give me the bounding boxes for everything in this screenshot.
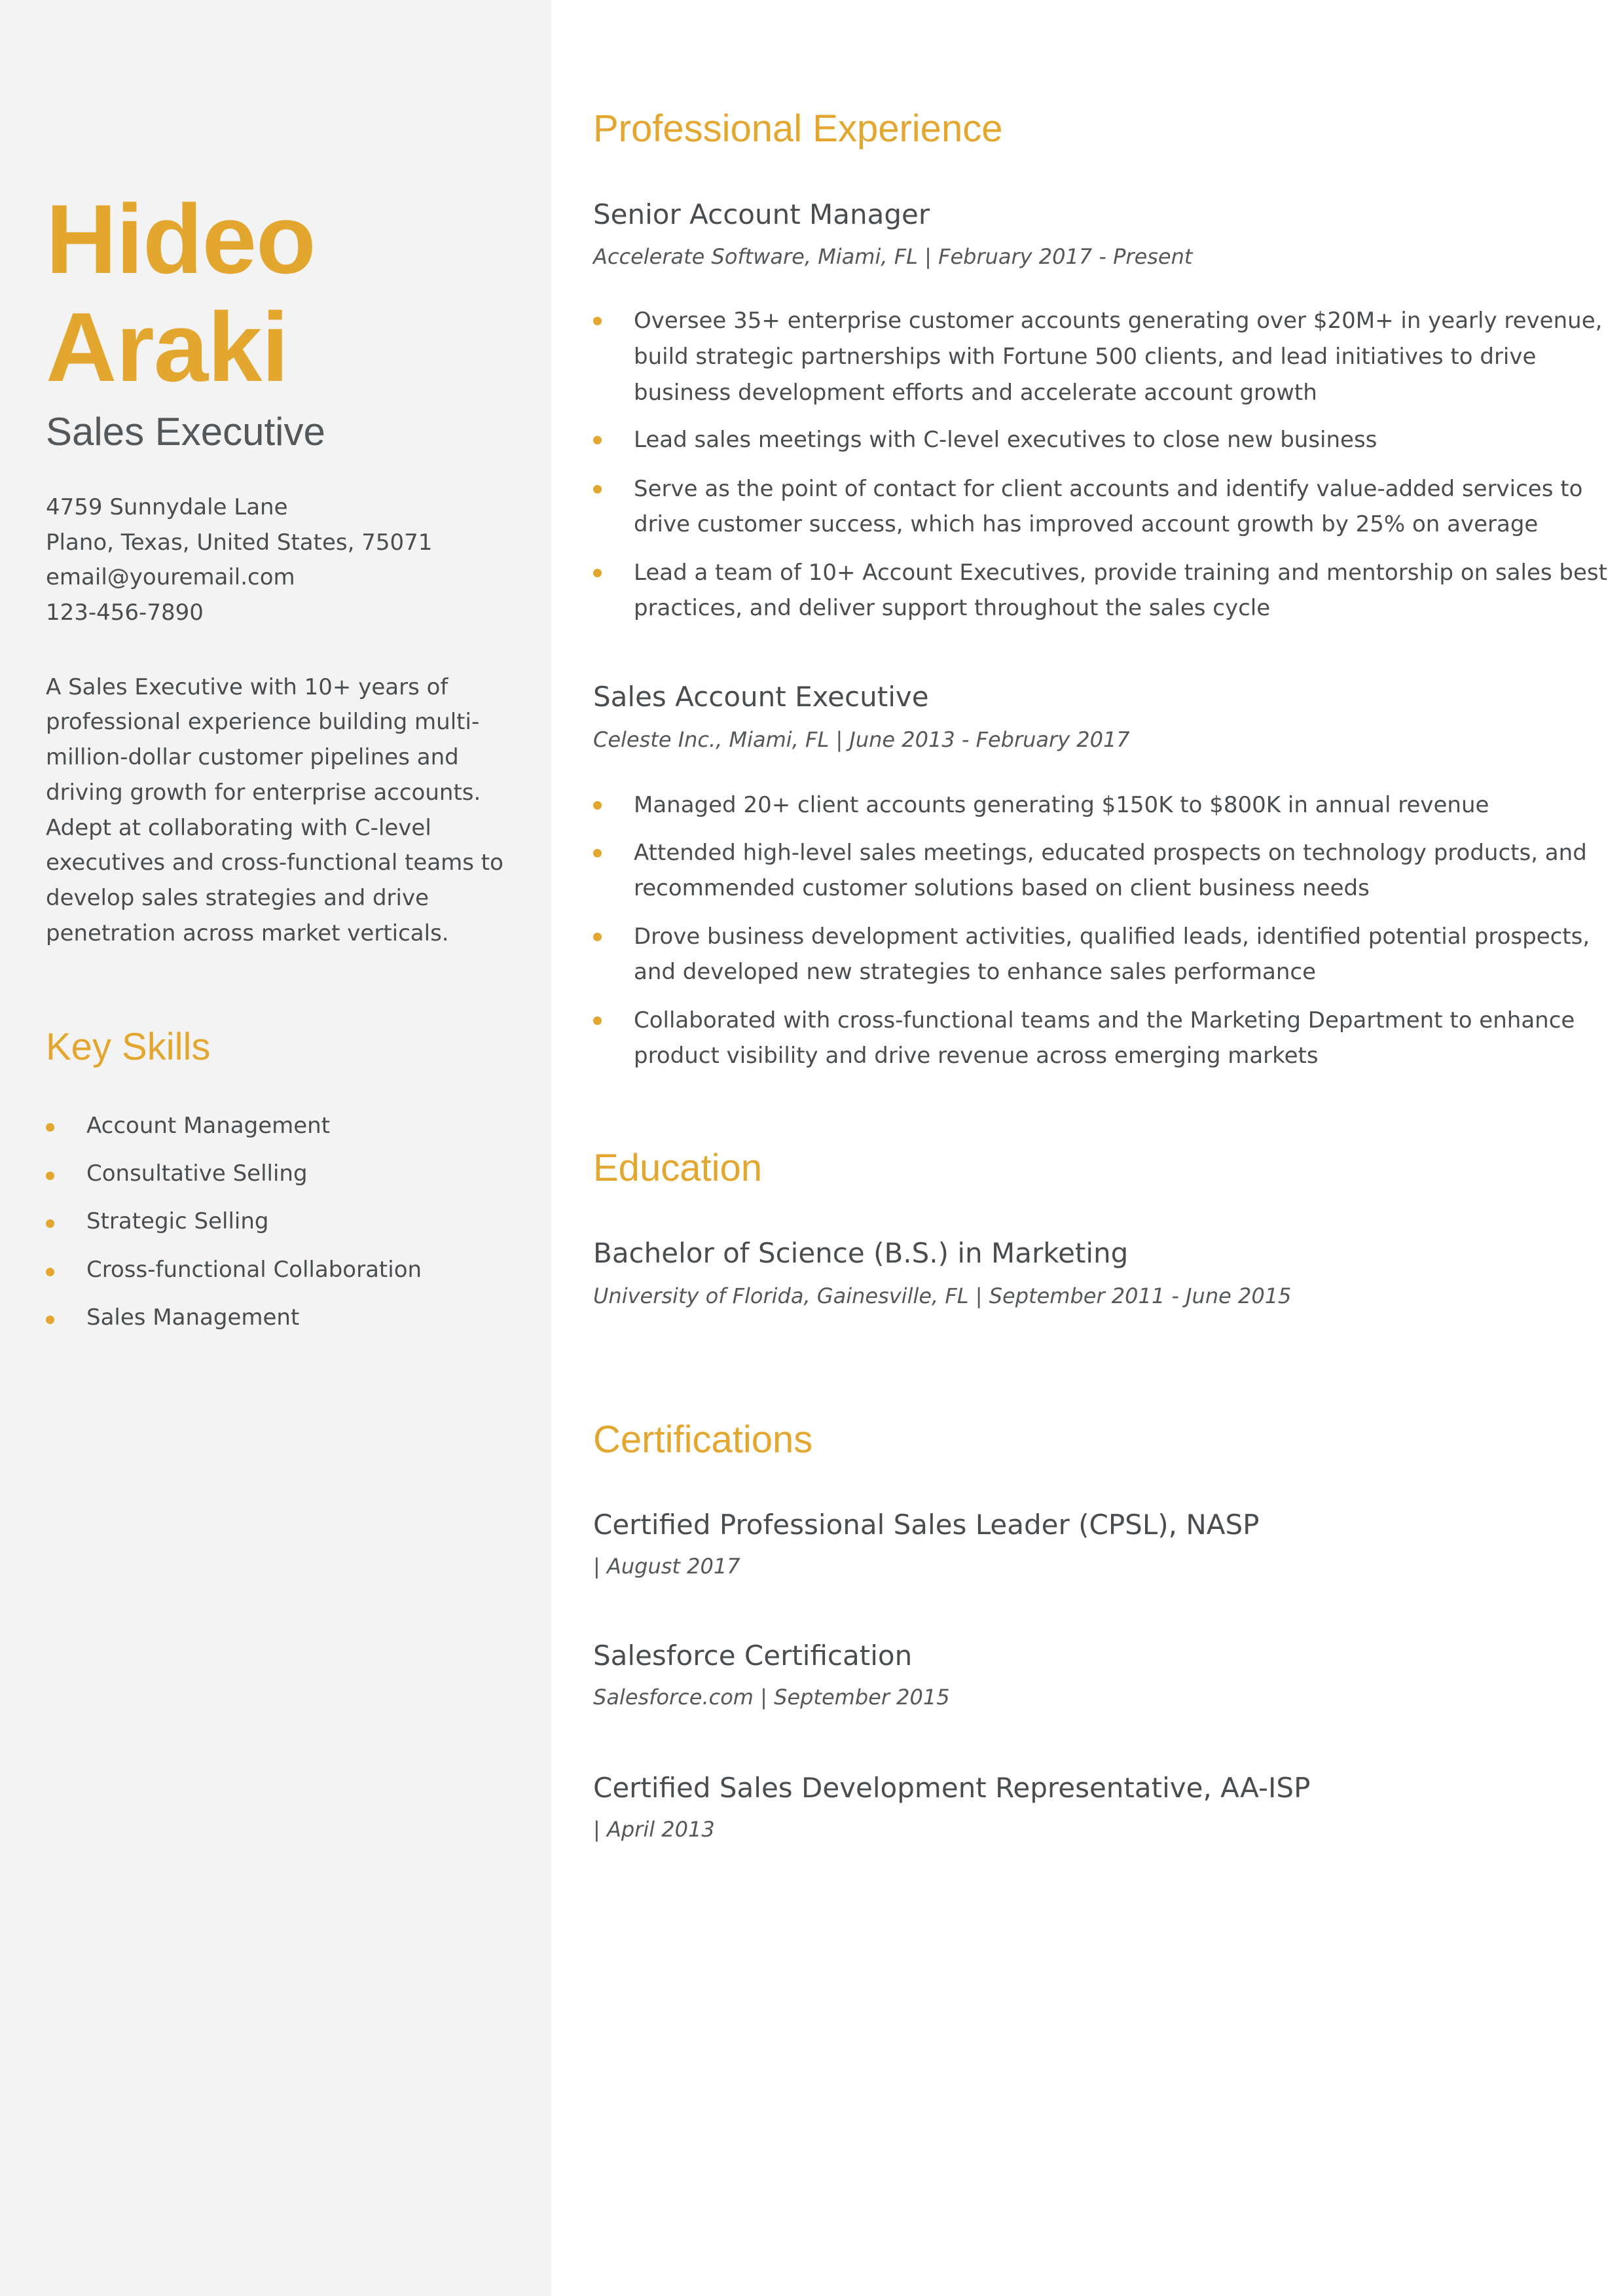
summary-line: penetration across market verticals. (46, 920, 449, 946)
bullet-text: Managed 20+ client accounts generating $150K to $800K in annual revenue (634, 792, 1489, 818)
skill-label: Cross-functional Collaboration (86, 1257, 422, 1283)
job-meta: Accelerate Software, Miami, FL | February 2017 - Present (593, 244, 1193, 269)
skill-label: Account Management (86, 1113, 331, 1139)
bullet-text: business development efforts and accelerate account growth (634, 380, 1317, 406)
education-meta: University of Florida, Gainesville, FL | September 2011 - June 2015 (593, 1283, 1292, 1308)
certification-name: Certified Sales Development Representative, AA-ISP (593, 1772, 1311, 1804)
bullet-icon (593, 849, 602, 857)
certifications-heading: Certifications (593, 1418, 813, 1461)
summary-line: A Sales Executive with 10+ years of (46, 674, 448, 700)
summary-line: executives and cross-functional teams to (46, 850, 503, 876)
skill-label: Sales Management (86, 1304, 300, 1331)
skill-label: Strategic Selling (86, 1208, 269, 1234)
summary-line: million-dollar customer pipelines and (46, 744, 459, 770)
experience-heading: Professional Experience (593, 107, 1003, 150)
certification-meta: Salesforce.com | September 2015 (593, 1685, 950, 1710)
bullet-text: Lead sales meetings with C-level executives to close new business (634, 427, 1377, 453)
bullet-icon (593, 1016, 602, 1025)
email[interactable]: email@youremail.com (46, 564, 295, 590)
bullet-icon (593, 801, 602, 810)
summary-line: professional experience building multi- (46, 709, 480, 735)
job-meta: Celeste Inc., Miami, FL | June 2013 - February 2017 (593, 727, 1130, 752)
last-name: Araki (46, 292, 289, 402)
bullet-text: recommended customer solutions based on client business needs (634, 875, 1370, 901)
summary-line: develop sales strategies and drive (46, 885, 429, 911)
main-content (593, 0, 1607, 2296)
bullet-icon (593, 485, 602, 493)
bullet-text: build strategic partnerships with Fortune 500 clients, and lead initiatives to drive (634, 344, 1537, 370)
skill-label: Consultative Selling (86, 1160, 308, 1187)
bullet-text: product visibility and drive revenue across emerging markets (634, 1043, 1319, 1069)
phone: 123-456-7890 (46, 600, 204, 626)
bullet-icon (46, 1316, 54, 1324)
bullet-text: Serve as the point of contact for client accounts and identify value-added services to (634, 476, 1583, 502)
education-heading: Education (593, 1147, 762, 1189)
bullet-icon (46, 1123, 54, 1132)
certification-name: Certified Professional Sales Leader (CPSL), NASP (593, 1509, 1260, 1541)
skills-heading: Key Skills (46, 1026, 211, 1068)
certification-name: Salesforce Certification (593, 1640, 913, 1672)
bullet-icon (593, 436, 602, 444)
job-title: Sales Account Executive (593, 681, 929, 713)
bullet-icon (46, 1219, 54, 1228)
bullet-icon (46, 1268, 54, 1276)
bullet-text: and developed new strategies to enhance sales performance (634, 959, 1317, 985)
bullet-text: Collaborated with cross-functional teams and the Marketing Department to enhance (634, 1007, 1575, 1033)
summary-line: driving growth for enterprise accounts. (46, 780, 481, 806)
address-line-1: 4759 Sunnydale Lane (46, 494, 288, 520)
degree: Bachelor of Science (B.S.) in Marketing (593, 1237, 1129, 1269)
bullet-icon (593, 569, 602, 577)
sidebar (0, 0, 551, 2296)
bullet-icon (593, 317, 602, 325)
job-title: Senior Account Manager (593, 198, 930, 230)
bullet-text: drive customer success, which has improved account growth by 25% on average (634, 511, 1539, 537)
bullet-text: practices, and deliver support throughout the sales cycle (634, 595, 1271, 621)
job-title: Sales Executive (46, 410, 325, 454)
summary-line: Adept at collaborating with C-level (46, 815, 431, 841)
certification-meta: | August 2017 (593, 1554, 740, 1579)
bullet-text: Drove business development activities, qualified leads, identified potential prospects, (634, 924, 1590, 950)
bullet-text: Oversee 35+ enterprise customer accounts generating over $20M+ in yearly revenue, (634, 308, 1603, 334)
bullet-text: Attended high-level sales meetings, educated prospects on technology products, and (634, 840, 1587, 866)
bullet-icon (46, 1172, 54, 1180)
bullet-text: Lead a team of 10+ Account Executives, provide training and mentorship on sales best (634, 560, 1607, 586)
bullet-icon (593, 933, 602, 941)
first-name: Hideo (46, 184, 316, 294)
certification-meta: | April 2013 (593, 1817, 715, 1842)
address-line-2: Plano, Texas, United States, 75071 (46, 529, 433, 556)
